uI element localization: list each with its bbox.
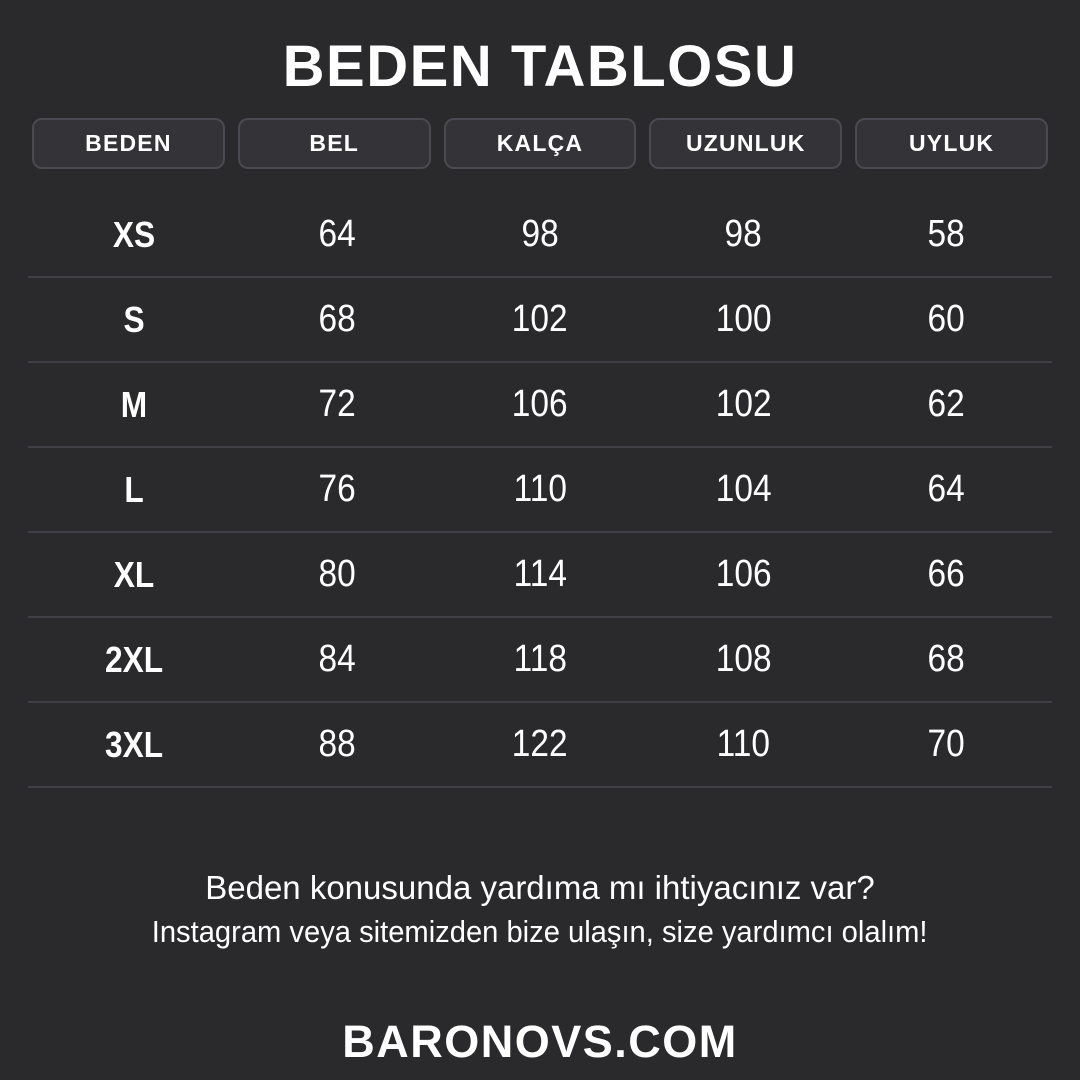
value-cell: 110 (513, 468, 567, 510)
header-label: BEL (309, 130, 359, 156)
size-label-cell: S (123, 298, 145, 340)
value-cell: 80 (318, 553, 356, 595)
value-cell: 70 (927, 723, 966, 765)
value-cell: 100 (715, 298, 772, 340)
table-row (28, 278, 1052, 363)
page-title: BEDEN TABLOSU (282, 34, 798, 99)
header-pill-uyluk (855, 118, 1048, 169)
value-cell: 76 (318, 468, 356, 510)
size-label-cell: L (123, 468, 144, 510)
size-label-cell: XL (113, 553, 154, 595)
table-row (28, 533, 1052, 618)
table-row (28, 703, 1052, 788)
value-cell: 104 (715, 468, 772, 510)
value-cell: 72 (318, 383, 356, 425)
table-header (32, 118, 1048, 169)
value-cell: 60 (927, 298, 966, 340)
value-cell: 106 (512, 383, 568, 425)
value-cell: 122 (512, 723, 568, 765)
header-pill-bel (238, 118, 431, 169)
size-label-cell: 2XL (104, 638, 163, 680)
value-cell: 62 (927, 383, 966, 425)
table-row (28, 618, 1052, 703)
value-cell: 108 (715, 638, 772, 680)
value-cell: 88 (318, 723, 356, 765)
header-pill-kalca (444, 118, 637, 169)
value-cell: 102 (715, 383, 772, 425)
table-row (28, 363, 1052, 448)
size-label-cell: M (120, 383, 147, 425)
value-cell: 84 (318, 638, 356, 680)
size-table-body (28, 193, 1052, 788)
value-cell: 66 (927, 553, 966, 595)
value-cell: 98 (724, 213, 762, 255)
value-cell: 102 (512, 298, 568, 340)
size-label-cell: 3XL (104, 723, 163, 765)
value-cell: 110 (716, 723, 770, 765)
help-text-line2-text: Instagram veya sitemizden bize ulaşın, size yardımcı olalım! (152, 914, 928, 949)
header-pill-beden (32, 118, 225, 169)
value-cell: 98 (521, 213, 559, 255)
header-label: UYLUK (908, 130, 995, 156)
value-cell: 106 (715, 553, 772, 595)
value-cell: 68 (927, 638, 966, 680)
value-cell: 68 (318, 298, 356, 340)
header-label: UZUNLUK (686, 130, 806, 156)
value-cell: 58 (927, 213, 966, 255)
header-label: KALÇA (496, 130, 584, 156)
size-label-cell: XS (112, 213, 155, 255)
header-label: BEDEN (85, 130, 172, 156)
help-text-line1: Beden konusunda yardıma mı ihtiyacınız var? (205, 869, 875, 906)
value-cell: 118 (513, 638, 567, 680)
table-row (28, 193, 1052, 278)
help-text-line2 (0, 912, 1080, 952)
header-pill-uzunluk (649, 118, 842, 169)
value-cell: 64 (927, 468, 966, 510)
table-row (28, 448, 1052, 533)
value-cell: 114 (513, 553, 567, 595)
brand-website: BARONOVS.COM (342, 1016, 738, 1067)
value-cell: 64 (318, 213, 356, 255)
